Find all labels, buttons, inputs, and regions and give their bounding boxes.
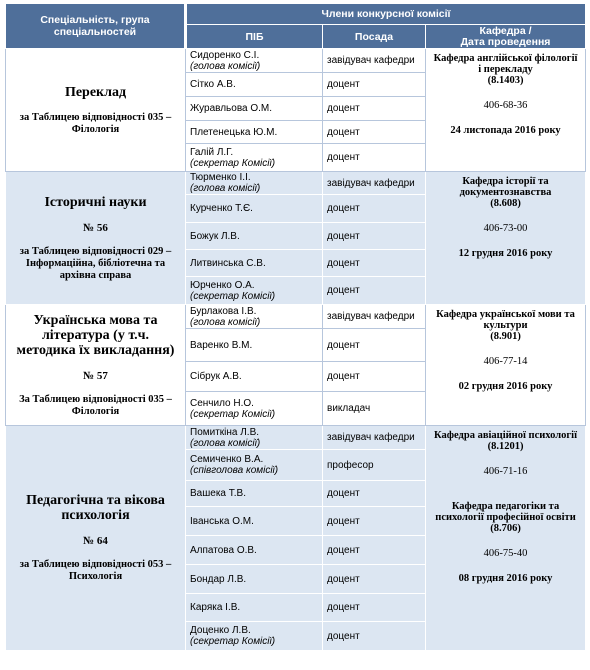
member-name: Курченко Т.Є. [190, 203, 253, 214]
member-position: доцент [323, 223, 426, 250]
department-code: (8.1201) [487, 441, 524, 452]
member-name: Сібрук А.В. [190, 371, 242, 382]
member-position: завідувач кафедри [323, 426, 426, 450]
member-position: доцент [323, 507, 426, 536]
member-position: доцент [323, 622, 426, 651]
member-name: Вашека Т.В. [190, 488, 246, 499]
department-phone: 406-75-40 [483, 548, 528, 559]
specialty-number: № 56 [83, 221, 108, 234]
header-members: Члени конкурсної комісії [186, 4, 586, 25]
member-position: доцент [323, 536, 426, 565]
member-role: (секретар Комісії) [190, 408, 276, 420]
member-position: доцент [323, 73, 426, 97]
member-name-cell [186, 426, 323, 450]
member-role: (секретар Комісії) [190, 290, 276, 302]
defense-date: 08 грудня 2016 року [458, 573, 553, 584]
specialty-title: Історичні науки [44, 194, 147, 210]
department-name: Кафедра історії та документознавства [459, 176, 552, 198]
member-name: Іванська О.М. [190, 515, 254, 527]
member-name: Доценко Л.В. [190, 625, 251, 636]
member-name: Семиченко В.А. [190, 454, 264, 465]
member-position: професор [323, 450, 426, 481]
defense-date: 24 листопада 2016 року [450, 125, 561, 136]
member-position: доцент [323, 97, 426, 121]
member-name: Журавльова О.М. [190, 103, 273, 114]
department-phone: 406-77-14 [483, 356, 528, 367]
member-name-cell [186, 622, 323, 651]
table-row [6, 305, 586, 329]
member-name: Юрченко О.А. [190, 279, 255, 291]
department-cell [426, 305, 586, 426]
specialty-table-ref: За Таблицею відповідності 035 – Філологія [19, 393, 172, 417]
member-name: Божук Л.В. [190, 230, 240, 242]
member-position: доцент [323, 362, 426, 392]
member-position: завідувач кафедри [323, 49, 426, 73]
specialty-cell [6, 305, 186, 426]
member-name-cell [186, 73, 323, 97]
member-name-cell [186, 507, 323, 536]
member-name-cell [186, 49, 323, 73]
member-name-cell [186, 565, 323, 594]
member-name: Каряка І.В. [190, 602, 241, 613]
member-name: Сидоренко С.І. [190, 49, 260, 61]
department-cell [426, 49, 586, 172]
department-phone: 406-71-16 [483, 466, 528, 477]
specialty-cell [6, 172, 186, 305]
member-name-cell [186, 362, 323, 392]
header-name: ПІБ [186, 25, 323, 49]
department-cell [426, 172, 586, 305]
member-position: доцент [323, 195, 426, 223]
member-name: Сітко А.В. [190, 79, 236, 90]
department-name: Кафедра української мови та культури [436, 309, 575, 331]
member-role: (голова комісії) [190, 437, 261, 449]
member-name-cell [186, 481, 323, 507]
member-position: доцент [323, 329, 426, 362]
member-name-cell [186, 305, 323, 329]
member-name-cell [186, 121, 323, 144]
department-code: (8.706) [490, 523, 521, 534]
member-name-cell [186, 329, 323, 362]
commission-table [5, 3, 586, 651]
member-position: доцент [323, 277, 426, 305]
member-name: Сенчило Н.О. [190, 397, 254, 409]
department-cell [426, 426, 586, 651]
member-name: Плетенецька Ю.М. [190, 126, 278, 138]
member-position: завідувач кафедри [323, 172, 426, 195]
member-position: доцент [323, 594, 426, 622]
specialty-cell [6, 426, 186, 651]
specialty-title: Українська мова та література (у т.ч. методика їх викладання) [16, 312, 175, 358]
specialty-title: Педагогічна та вікова психологія [26, 493, 165, 523]
member-position: доцент [323, 144, 426, 172]
member-name-cell [186, 97, 323, 121]
specialty-cell [6, 49, 186, 172]
member-name: Алпатова О.В. [190, 544, 257, 556]
member-role: (голова комісії) [190, 316, 261, 328]
member-name-cell [186, 144, 323, 172]
department-phone: 406-73-00 [483, 223, 528, 234]
specialty-number: № 57 [83, 369, 108, 382]
specialty-table-ref: за Таблицею відповідності 035 – Філологія [19, 111, 172, 135]
table-header [6, 4, 586, 49]
member-name-cell [186, 195, 323, 223]
member-name-cell [186, 450, 323, 481]
department-code: (8.1403) [487, 75, 524, 86]
member-name-cell [186, 172, 323, 195]
department-code: (8.608) [490, 198, 521, 209]
member-name-cell [186, 392, 323, 426]
member-name-cell [186, 594, 323, 622]
member-name: Помиткіна Л.В. [190, 426, 260, 438]
member-name-cell [186, 277, 323, 305]
member-position: доцент [323, 250, 426, 277]
member-position: викладач [323, 392, 426, 426]
table-row [6, 49, 586, 73]
defense-date: 02 грудня 2016 року [458, 381, 553, 392]
member-name-cell [186, 250, 323, 277]
department-phone: 406-68-36 [483, 100, 528, 111]
member-position: доцент [323, 565, 426, 594]
member-name: Литвинська С.В. [190, 257, 266, 269]
department-gap [432, 477, 579, 501]
defense-date: 12 грудня 2016 року [458, 248, 553, 259]
header-specialty: Спеціальність, група спеціальностей [6, 4, 186, 49]
member-name-cell [186, 536, 323, 565]
member-name: Галій Л.Г. [190, 146, 234, 158]
member-name: Бурлакова І.В. [190, 305, 257, 317]
member-position: доцент [323, 481, 426, 507]
header-position: Посада [323, 25, 426, 49]
member-role: (секретар Комісії) [190, 157, 276, 169]
member-position: завідувач кафедри [323, 305, 426, 329]
member-role: (голова комісії) [190, 60, 261, 72]
department-code: (8.901) [490, 331, 521, 342]
specialty-table-ref: за Таблицею відповідності 029 – Інформаційна, бібліотечна та архівна справа [19, 245, 172, 281]
member-role: (голова комісії) [190, 183, 261, 194]
department-name: Кафедра англійської філології і перекладу [433, 53, 578, 75]
department-name: Кафедра авіаційної психології [434, 430, 577, 441]
specialty-title: Переклад [64, 84, 127, 100]
specialty-table-ref: за Таблицею відповідності 053 – Психологія [19, 559, 172, 582]
header-dept: Кафедра / Дата проведення [426, 25, 586, 49]
member-position: доцент [323, 121, 426, 144]
department-name: Кафедра педагогіки та психології професійної освіти [435, 501, 576, 523]
member-name-cell [186, 223, 323, 250]
member-name: Тюрменко І.І. [190, 172, 251, 183]
specialty-number: № 64 [83, 535, 108, 547]
member-role: (співголова комісії) [190, 465, 279, 476]
table-row [6, 172, 586, 195]
member-name: Варенко В.М. [190, 339, 253, 351]
member-name: Бондар Л.В. [190, 573, 247, 585]
table-row [6, 426, 586, 450]
member-role: (секретар Комісії) [190, 636, 276, 647]
table-body [6, 49, 586, 651]
